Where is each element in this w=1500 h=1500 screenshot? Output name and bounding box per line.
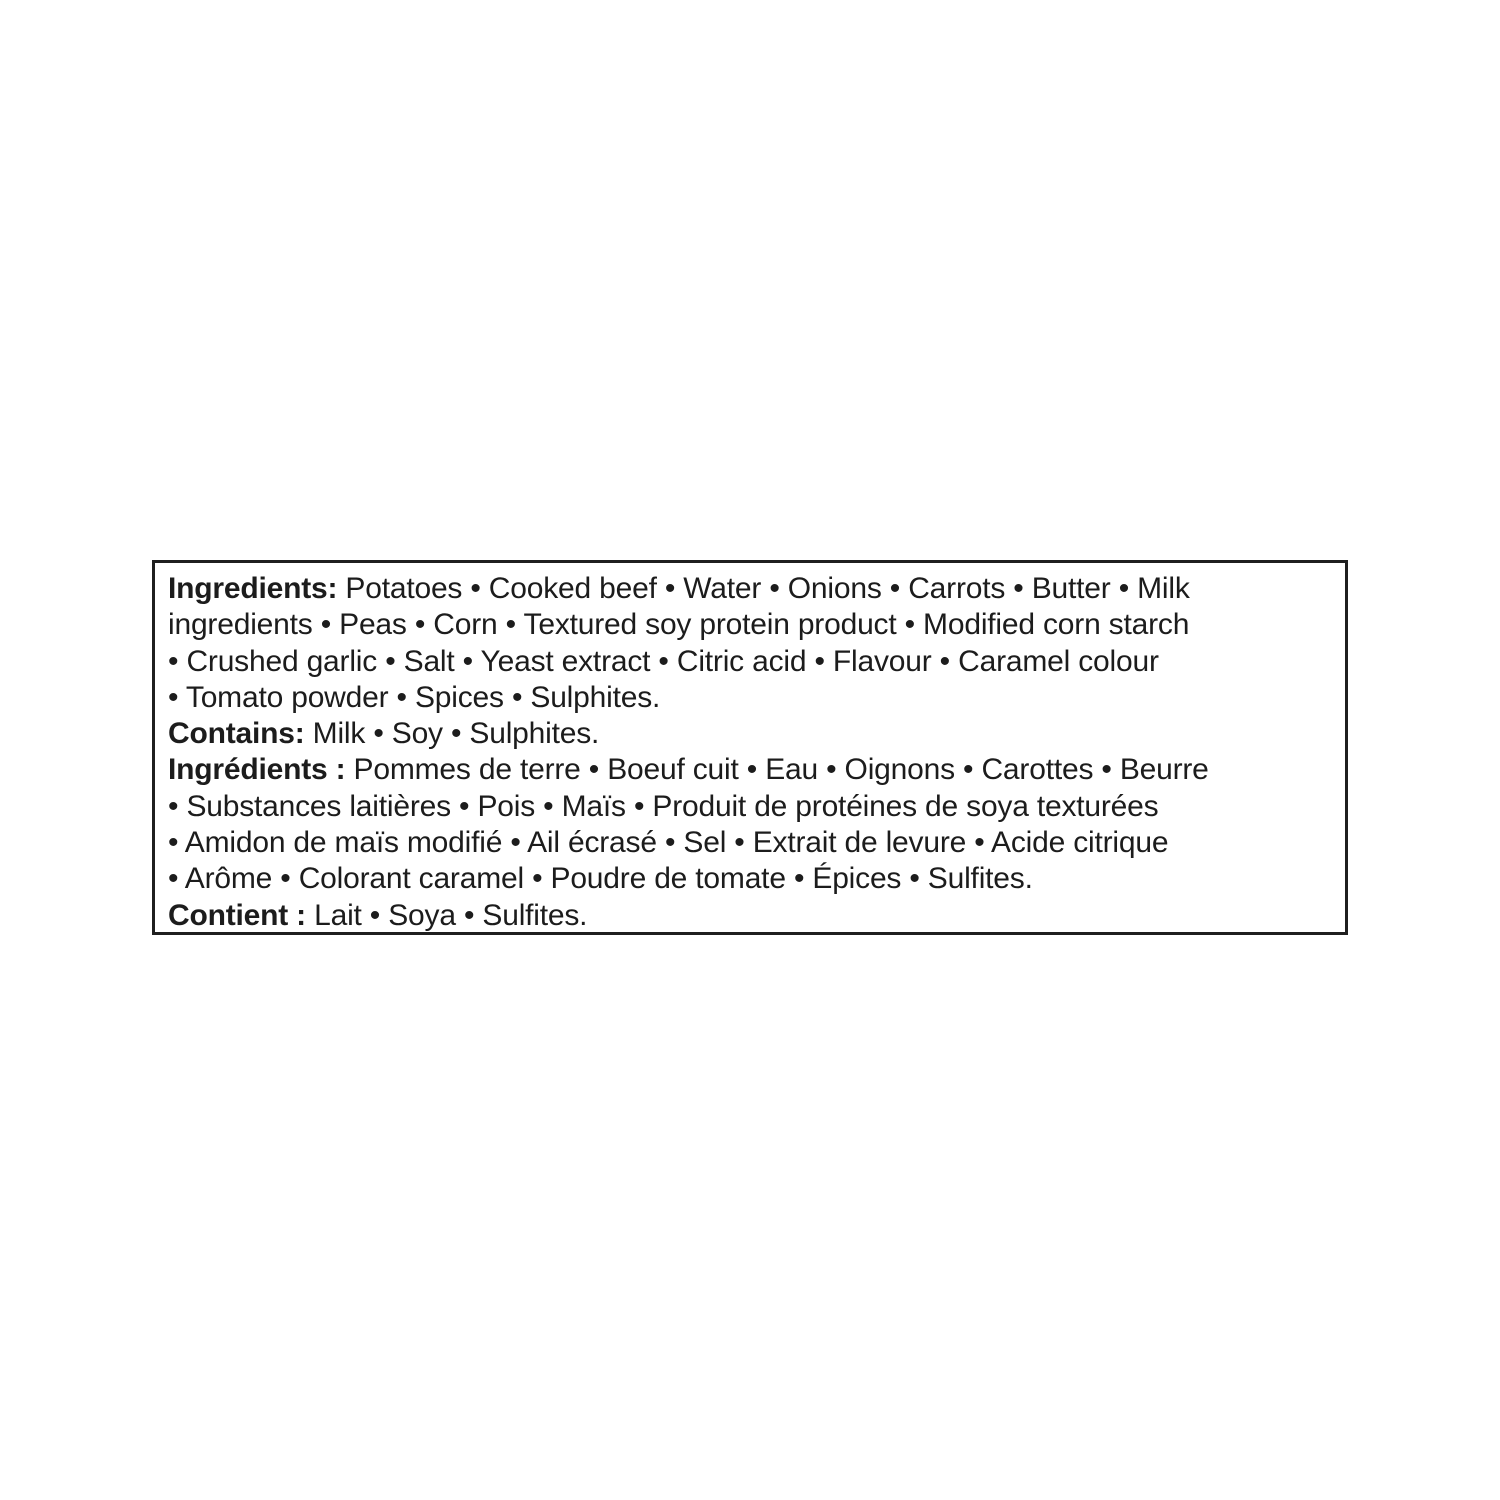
contains-fr-line: [168, 898, 1333, 934]
contains-en-line: [168, 716, 1333, 752]
ingredients-en-text-2: ingredients • Peas • Corn • Textured soy protein product • Modified corn starch: [168, 608, 1190, 642]
ingredients-fr-line-2: [168, 789, 1333, 825]
ingredients-en-line-3: [168, 644, 1333, 680]
contains-en-heading: Contains:: [168, 717, 305, 751]
ingredients-en-text-1: Potatoes • Cooked beef • Water • Onions • Carrots • Butter • Milk: [337, 572, 1190, 605]
ingredients-en-line-1: [168, 571, 1333, 607]
ingredients-fr-line-4: [168, 861, 1333, 897]
ingredients-en-heading: Ingredients:: [168, 572, 338, 605]
ingredients-fr-heading: Ingrédients :: [168, 753, 346, 787]
contains-fr-text: Lait • Soya • Sulfites.: [305, 898, 588, 932]
ingredients-fr-text-1: Pommes de terre • Boeuf cuit • Eau • Oignons • Carottes • Beurre: [345, 753, 1209, 787]
ingredients-fr-text-2: • Substances laitières • Pois • Maïs • Produit de protéines de soya texturées: [168, 789, 1159, 823]
ingredient-label-box: [152, 560, 1348, 935]
ingredients-fr-line-3: [168, 825, 1333, 861]
ingredients-en-line-2: [168, 607, 1333, 643]
contains-fr-heading: Contient :: [168, 898, 306, 932]
ingredients-en-line-4: [168, 680, 1333, 716]
ingredients-en-text-4: • Tomato powder • Spices • Sulphites.: [168, 680, 661, 714]
ingredients-fr-line-1: [168, 752, 1333, 788]
ingredients-fr-text-3: • Amidon de maïs modifié • Ail écrasé • Sel • Extrait de levure • Acide citrique: [168, 826, 1169, 860]
ingredients-en-text-3: • Crushed garlic • Salt • Yeast extract • Citric acid • Flavour • Caramel colour: [168, 644, 1159, 678]
ingredients-fr-text-4: • Arôme • Colorant caramel • Poudre de tomate • Épices • Sulfites.: [168, 862, 1033, 896]
contains-en-text: Milk • Soy • Sulphites.: [304, 717, 600, 751]
